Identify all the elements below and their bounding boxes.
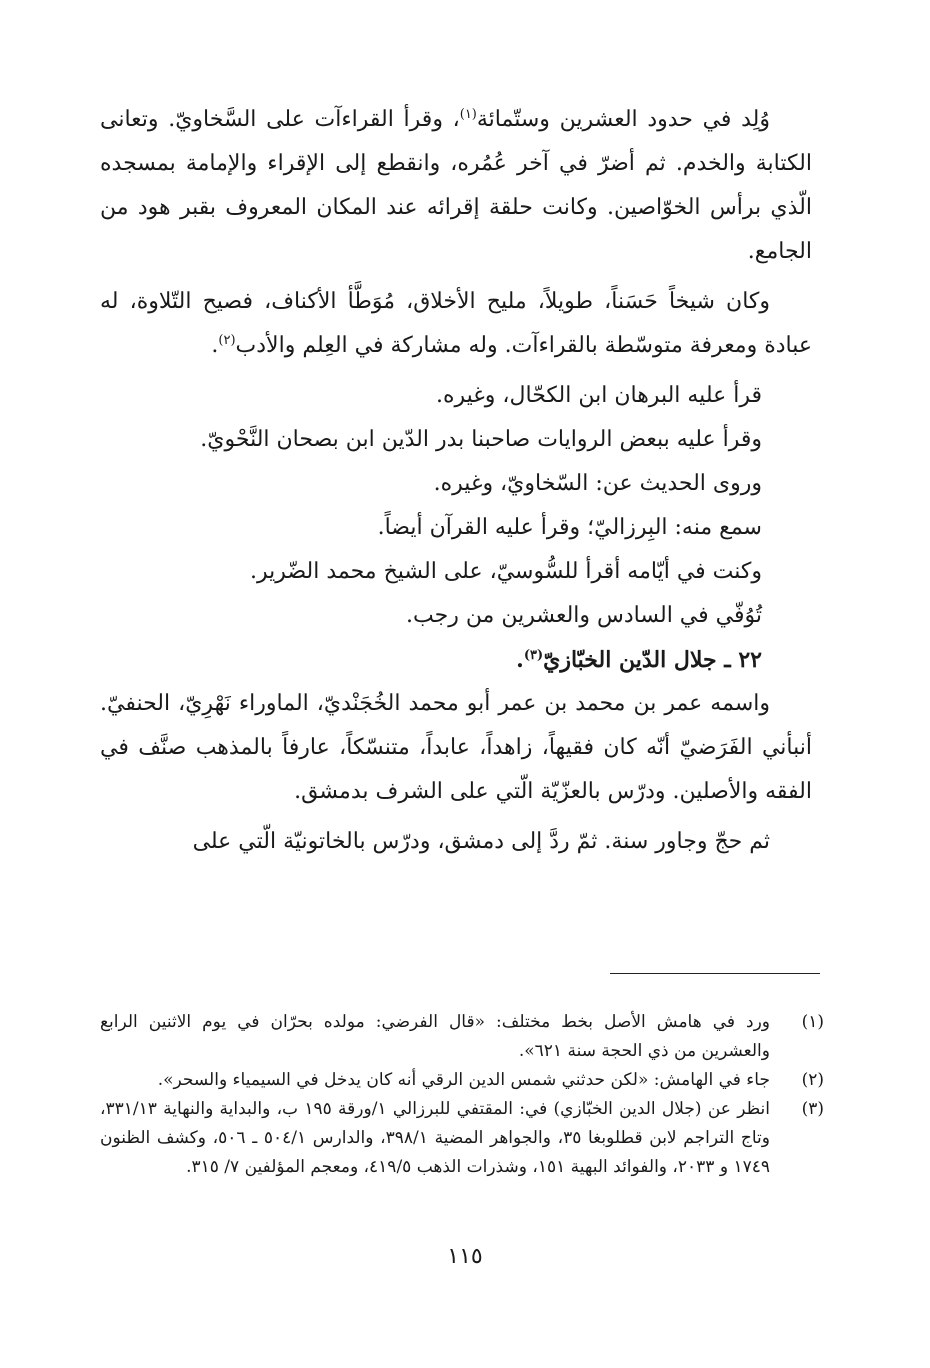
paragraph-birth	[100, 98, 812, 274]
footnote-ref-1: (١)	[459, 107, 477, 122]
text-line: سمع منه: البِرزاليّ؛ وقرأ عليه القرآن أيضاً.	[377, 515, 762, 540]
paragraph-character	[100, 280, 812, 368]
paragraph-biography: واسمه عمر بن محمد بن عمر أبو محمد الخُجَنْديّ، الماوراء نَهْرِيّ، الحنفيّ. أنبأني الفَرَضيّ أنّه كان فقيهاً، زاهداً، عابداً، متنسّكاً، عارفاً بالمذهب صنَّف في الفقه والأصلين. ودرّس بالعزّيّة الّتي على الشرف بدمشق.	[100, 691, 812, 804]
entry-heading	[100, 638, 812, 682]
paragraph-text-cont: ، وقرأ القراءآت على السَّخاويّ. وتعانى الكتابة والخدم. ثم أضرّ في آخر عُمُره، وانقطع إلى الإقراء والإمامة بمسجده الّذي برأس الخوّاصين. وكانت حلقة إقرائه عند المكان المعروف بقبر هود من الجامع.	[100, 107, 812, 264]
text-line: وقرأ عليه ببعض الروايات صاحبنا بدر الدّين ابن بصحان النَّحْويّ.	[200, 427, 762, 452]
footnote-1	[100, 1008, 824, 1066]
footnote-number: (١)	[801, 1012, 824, 1032]
footnote-3	[100, 1095, 824, 1182]
text-line: تُوُفّي في السادس والعشرين من رجب.	[406, 603, 762, 628]
footnote-number: (٢)	[801, 1070, 824, 1090]
footnotes	[100, 1008, 824, 1182]
paragraph-continuation: ثم حجّ وجاور سنة. ثمّ ردَّ إلى دمشق، ودرّس بالخاتونيّة الّتي على	[192, 829, 770, 854]
paragraph-text: وكان شيخاً حَسَناً، طويلاً، مليح الأخلاق، مُوَطَّأ الأكناف، فصيح التّلاوة، له عبادة ومعرفة متوسّطة بالقراءآت. وله مشاركة في العِلم والأدب	[100, 289, 812, 358]
footnote-number: (٣)	[801, 1099, 824, 1119]
text-line: وكنت في أيّامه أقرأ للسُّوسيّ، على الشيخ محمد الضّرير.	[250, 559, 762, 584]
page-number: ١١٥	[447, 1244, 483, 1269]
footnote-ref-2: (٢)	[218, 333, 236, 348]
footnote-text: انظر عن (جلال الدين الخبّازي) في: المقتفي للبرزالي ١/ورقة ١٩٥ ب، والبداية والنهاية ٣٣١/١٣، وتاج التراجم لابن قطلوبغا ٣٥، والجواهر المضية ٣٩٨/١، والدارس ٥٠٤/١ ـ ٥٠٦، وكشف الظنون ١٧٤٩ و ٢٠٣٣، والفوائد البهية ١٥١، وشذرات الذهب ٤١٩/٥، ومعجم المؤلفين ٧/ ٣١٥.	[100, 1099, 770, 1177]
footnote-ref-3: (٣)	[523, 648, 544, 663]
main-text	[100, 98, 812, 870]
footnote-separator	[610, 973, 820, 974]
text-line: قرأ عليه البرهان ابن الكحّال، وغيره.	[436, 383, 762, 408]
paragraph-text-cont: .	[211, 333, 219, 358]
footnote-2	[100, 1066, 824, 1095]
heading-text: ٢٢ ـ جلال الدّين الخبّازيّ	[543, 647, 762, 673]
paragraph-text: وُلِد في حدود العشرين وستّمائة	[476, 107, 771, 132]
text-line: وروى الحديث عن: السّخاويّ، وغيره.	[433, 471, 762, 496]
heading-punct: .	[516, 647, 524, 673]
footnote-text: ورد في هامش الأصل بخط مختلف: «قال الفرضي: مولده بحرّان في يوم الاثنين الرابع والعشرين من ذي الحجة سنة ٦٢١».	[100, 1012, 771, 1061]
footnote-text: جاء في الهامش: «لكن حدثني شمس الدين الرقي أنه كان يدخل في السيمياء والسحر».	[157, 1070, 770, 1090]
